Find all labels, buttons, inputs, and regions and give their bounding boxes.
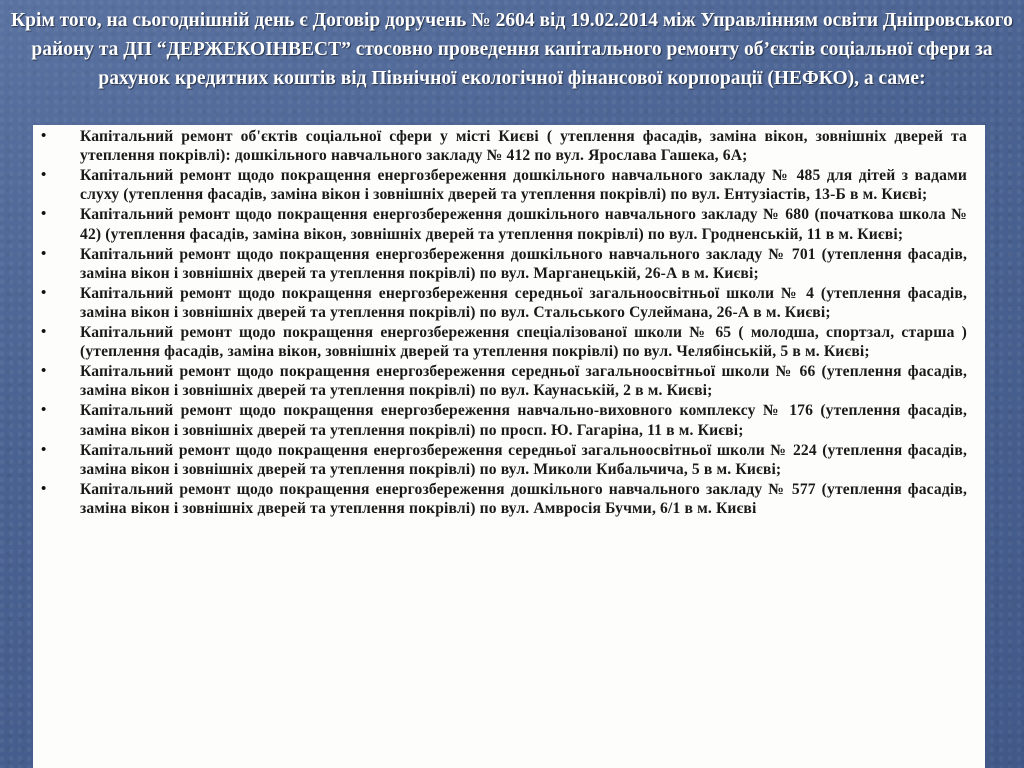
list-item xyxy=(33,205,967,243)
list-item-text: Капітальний ремонт щодо покращення енергозбереження навчально-виховного комплексу № 176 (утеплення фасадів, заміна вікон і зовнішніх дверей та утеплення покрівлі) по просп. Ю. Гагаріна, 11 в м. Києві; xyxy=(80,402,967,439)
list-item-text: Капітальний ремонт об'єктів соціальної сфери у місті Києві ( утеплення фасадів, заміна вікон, зовнішніх дверей та утеплення покрівлі): дошкільного навчального закладу № 412 по вул. Ярослава Гашека, 6А; xyxy=(80,128,967,165)
list-item xyxy=(33,284,967,322)
list-item-text: Капітальний ремонт щодо покращення енергозбереження дошкільного навчального закладу № 680 (початкова школа № 42) (утеплення фасадів, заміна вікон, зовнішніх дверей та утеплення покрівлі) по вул. Гродненській, 11 в м. Києві; xyxy=(80,206,967,243)
bullet-icon: • xyxy=(41,363,47,380)
bullet-icon: • xyxy=(41,245,47,262)
list-item-text: Капітальний ремонт щодо покращення енергозбереження дошкільного навчального закладу № 577 (утеплення фасадів, заміна вікон і зовнішніх дверей та утеплення покрівлі) по вул. Амвросія Бучми, 6/1 в м. Києві xyxy=(80,480,967,518)
list-item xyxy=(33,441,967,479)
list-item-text: Капітальний ремонт щодо покращення енергозбереження дошкільного навчального закладу № 485 для дітей з вадами слуху (утеплення фасадів, заміна вікон і зовнішніх дверей та утеплення покрівлі) по вул. Ентузіастів, 13-Б в м. Києві; xyxy=(80,167,967,204)
bullet-icon: • xyxy=(41,206,47,223)
list-item xyxy=(33,362,967,400)
bullet-icon: • xyxy=(41,128,47,144)
list-item xyxy=(33,401,967,439)
list-item-text: Капітальний ремонт щодо покращення енергозбереження середньої загальноосвітньої школи № 4 (утеплення фасадів, заміна вікон і зовнішніх дверей та утеплення покрівлі) по вул. Стальського Сулеймана, 26-А в м. Києві; xyxy=(80,284,967,322)
list-item xyxy=(33,166,967,204)
list-item xyxy=(33,127,967,165)
list-item-text: Капітальний ремонт щодо покращення енергозбереження середньої загальноосвітньої школи № 66 (утеплення фасадів, заміна вікон і зовнішніх дверей та утеплення покрівлі) по вул. Каунаській, 2 в м. Києві; xyxy=(80,363,967,400)
list-item xyxy=(33,323,967,361)
bullet-icon: • xyxy=(41,284,47,301)
list-item xyxy=(33,480,967,518)
bullet-icon: • xyxy=(41,480,47,497)
bullet-icon: • xyxy=(41,402,47,419)
bullet-icon: • xyxy=(41,441,47,458)
list-item-text: Капітальний ремонт щодо покращення енергозбереження середньої загальноосвітньої школи № 224 (утеплення фасадів, заміна вікон і зовнішніх дверей та утеплення покрівлі) по вул. Миколи Кибальчича, 5 в м. Києві; xyxy=(80,441,967,478)
bullet-icon: • xyxy=(41,324,47,341)
list-item-text: Капітальний ремонт щодо покращення енергозбереження дошкільного навчального закладу № 701 (утеплення фасадів, заміна вікон і зовнішніх дверей та утеплення покрівлі) по вул. Марганецькій, 26-А в м. Києві; xyxy=(80,245,967,282)
repair-list xyxy=(33,125,985,518)
slide-title: Крім того, на сьогоднішній день є Договір доручень № 2604 від 19.02.2014 між Управлінням освіти Дніпровського району та ДП “ДЕРЖЕКОІНВЕСТ” стосовно проведення капітального ремонту об’єктів соціальної сфери за рахунок кредитних коштів від Північної екологічної фінансової корпорації (НЕФКО), а саме: xyxy=(11,10,1013,89)
list-item-text: Капітальний ремонт щодо покращення енергозбереження спеціалізованої школи № 65 ( молодша, спортзал, старша ) (утеплення фасадів, заміна вікон, зовнішніх дверей та утеплення покрівлі) по вул. Челябінській, 5 в м. Києві; xyxy=(80,324,967,361)
list-item xyxy=(33,245,967,283)
scanned-document xyxy=(33,125,985,768)
bullet-icon: • xyxy=(41,167,47,184)
